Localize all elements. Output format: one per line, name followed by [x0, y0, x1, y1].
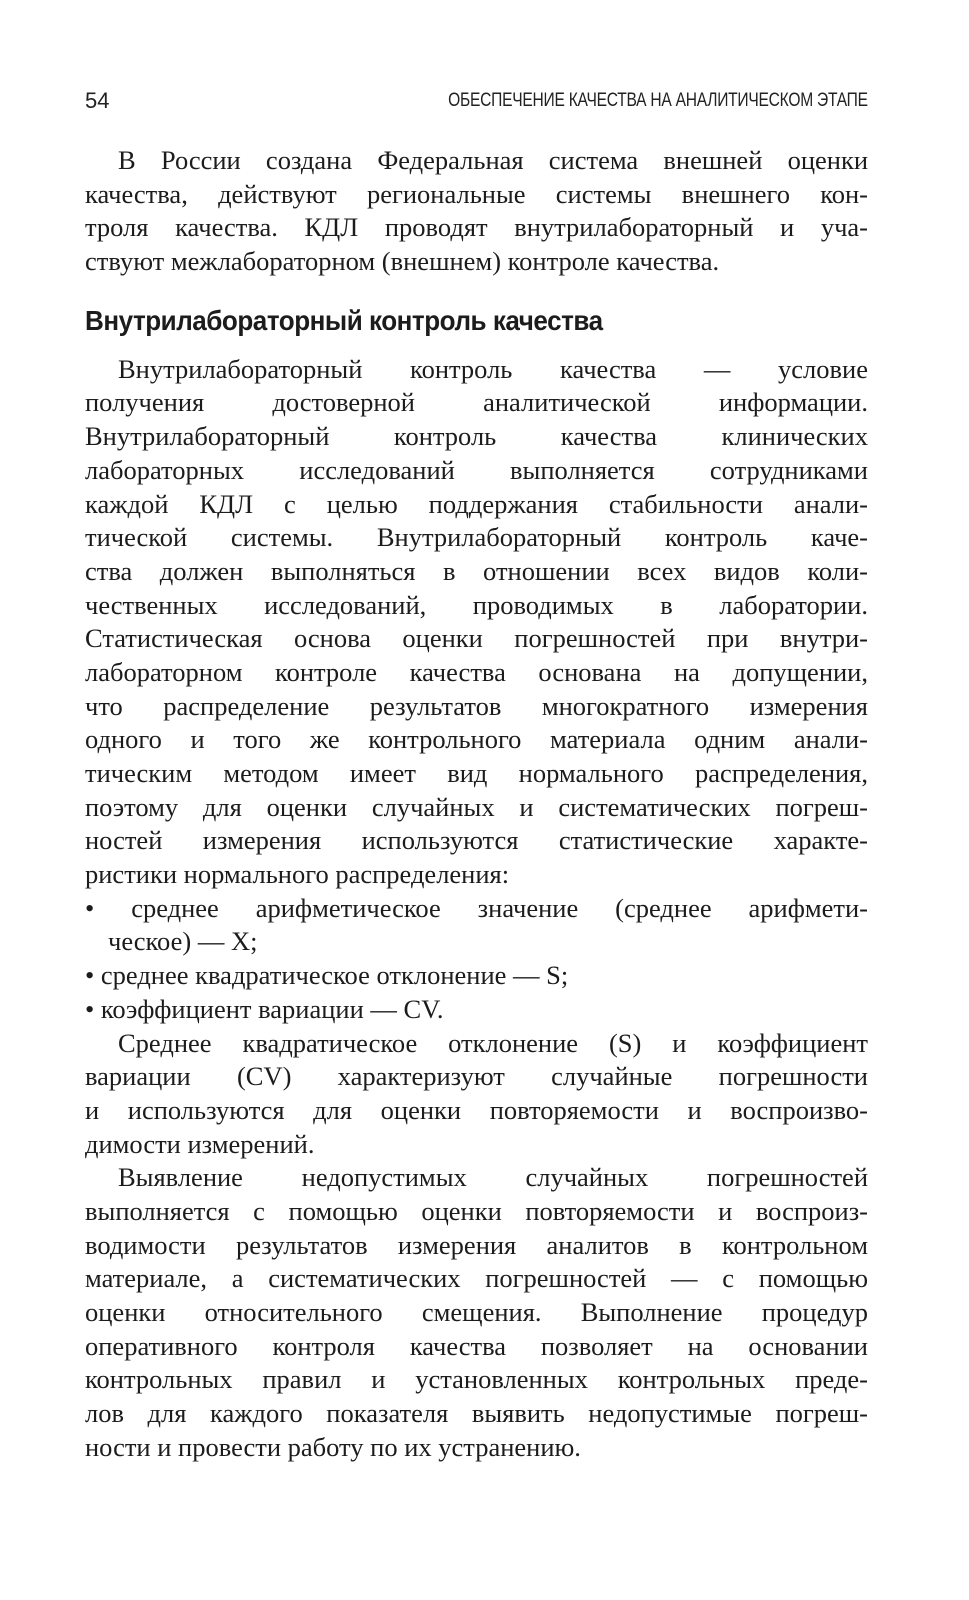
- text-line: Выявление недопустимых случайных погрешностей: [118, 1162, 868, 1193]
- text-line: оперативного контроля качества позволяет на основании: [85, 1330, 868, 1361]
- text-line: тической системы. Внутрилабораторный контроль каче-: [85, 522, 868, 553]
- text-line: • коэффициент вариации — CV.: [85, 993, 444, 1024]
- text-line: каждой КДЛ с целью поддержания стабильности анали-: [85, 488, 868, 519]
- text-line: ствуют межлабораторном (внешнем) контроле качества.: [85, 246, 720, 277]
- text-line: получения достоверной аналитической информации.: [85, 387, 868, 418]
- text-line: качества, действуют региональные системы внешнего кон-: [85, 178, 868, 209]
- text-line: одного и того же контрольного материала одним анали-: [85, 724, 868, 755]
- text-line: ности и провести работу по их устранению.: [85, 1431, 581, 1462]
- bullet-item: [85, 892, 868, 959]
- text-line: лов для каждого показателя выявить недопустимые погреш-: [85, 1398, 868, 1429]
- text-line: Внутрилабораторный контроль качества клинических: [85, 421, 868, 452]
- text-line: • среднее арифметическое значение (среднее арифмети-: [85, 892, 868, 923]
- text-line: и используются для оценки повторяемости и воспроизво-: [85, 1094, 868, 1125]
- text-line: материале, а систематических погрешностей — с помощью: [85, 1263, 868, 1294]
- text-line: тическим методом имеет вид нормального распределения,: [85, 758, 868, 788]
- running-header: ОБЕСПЕЧЕНИЕ КАЧЕСТВА НА АНАЛИТИЧЕСКОМ ЭТАПЕ: [448, 90, 868, 111]
- text-line: Внутрилабораторный контроль качества — условие: [118, 353, 868, 384]
- text-line: чественных исследований, проводимых в лаборатории.: [85, 589, 868, 620]
- text-line: Статистическая основа оценки погрешностей при внутри-: [85, 623, 868, 654]
- text-line: В России создана Федеральная система внешней оценки: [118, 145, 868, 175]
- bullet-item: [85, 959, 868, 993]
- text-line: Среднее квадратическое отклонение (S) и коэффициент: [118, 1027, 868, 1058]
- text-line: димости измерений.: [85, 1128, 315, 1159]
- text-line: ческое) — X;: [108, 926, 258, 957]
- text-line: троля качества. КДЛ проводят внутрилабораторный и уча-: [85, 212, 868, 243]
- text-line: контрольных правил и установленных контрольных преде-: [85, 1364, 868, 1395]
- text-line: оценки относительного смещения. Выполнение процедур: [85, 1297, 868, 1327]
- text-line: вариации (CV) характеризуют случайные погрешности: [85, 1061, 868, 1092]
- text-line: лабораторных исследований выполняется сотрудниками: [85, 454, 868, 485]
- page-number: 54: [85, 88, 110, 113]
- text-line: ностей измерения используются статистические характе-: [85, 825, 868, 856]
- paragraph: [85, 1161, 868, 1464]
- text-line: ства должен выполняться в отношении всех видов коли-: [85, 555, 868, 586]
- bullet-item: [85, 993, 868, 1027]
- text-line: поэтому для оценки случайных и систематических погреш-: [85, 791, 868, 822]
- paragraph: [85, 353, 868, 892]
- text-line: водимости результатов измерения аналитов в контрольном: [85, 1229, 868, 1260]
- text-line: • среднее квадратическое отклонение — S;: [85, 960, 569, 991]
- section-heading: Внутрилабораторный контроль качества: [85, 304, 603, 336]
- text-line: выполняется с помощью оценки повторяемости и воспроиз-: [85, 1195, 868, 1226]
- page-body: [85, 144, 868, 1464]
- text-line: что распределение результатов многократного измерения: [85, 690, 868, 721]
- text-line: лабораторном контроле качества основана на допущении,: [85, 656, 868, 687]
- paragraph: [85, 1027, 868, 1162]
- text-line: ристики нормального распределения:: [85, 859, 510, 890]
- paragraph: [85, 144, 868, 279]
